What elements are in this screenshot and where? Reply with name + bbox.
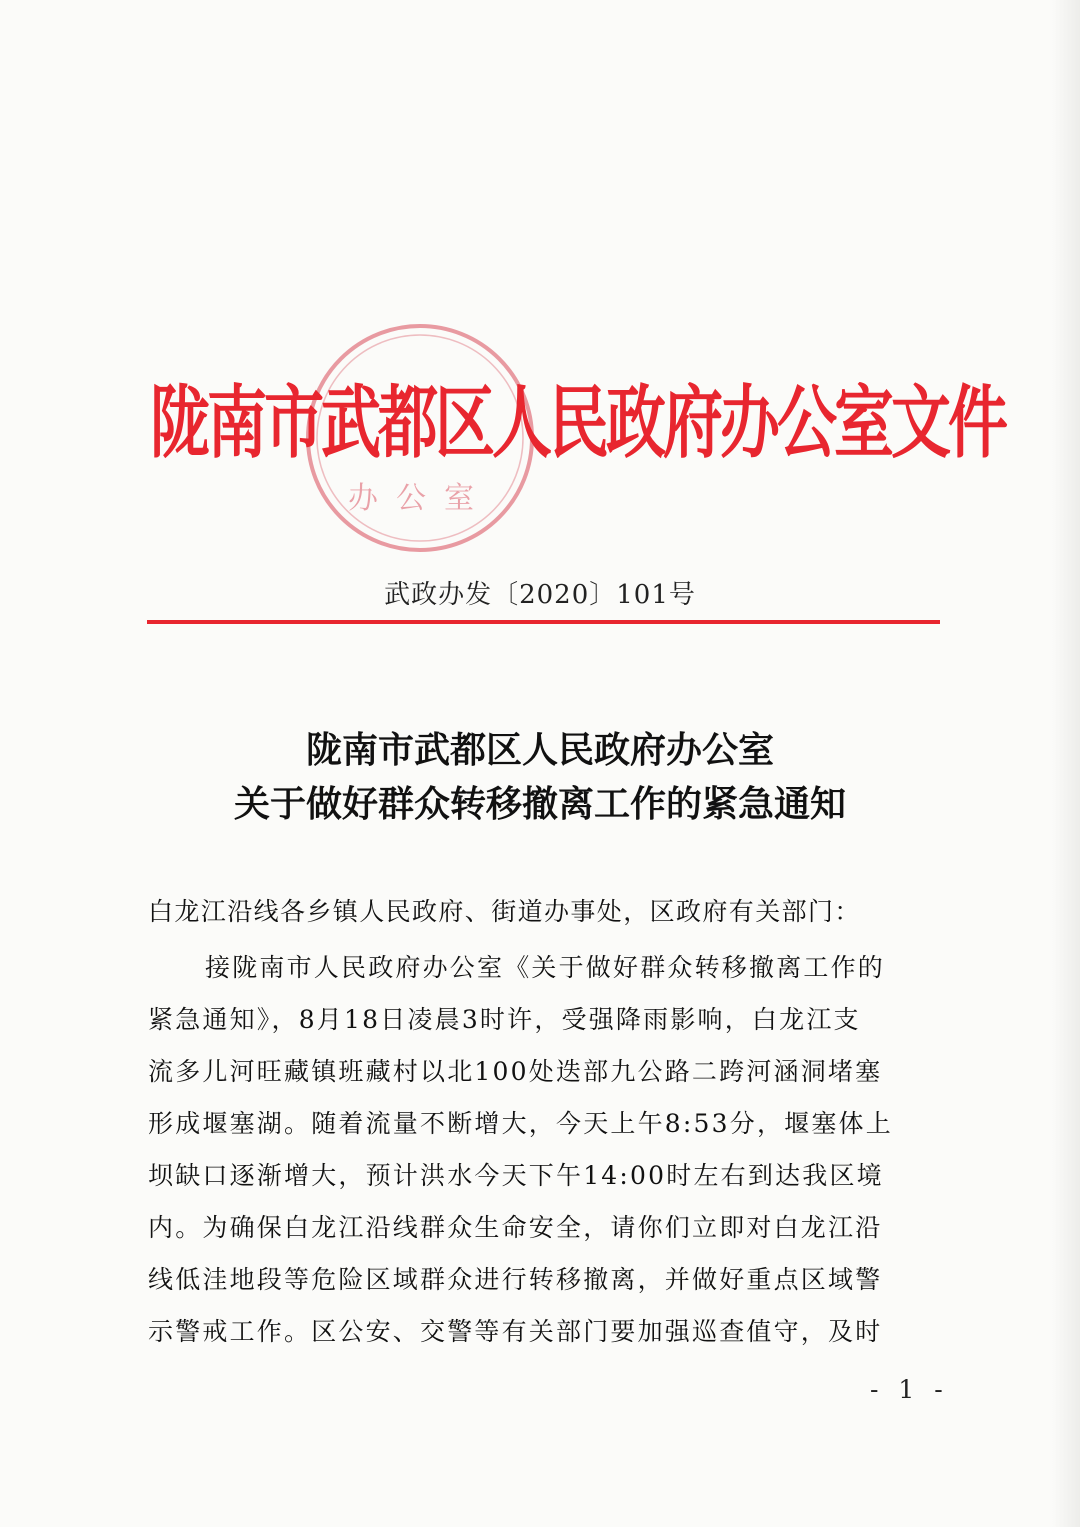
salutation: 白龙江沿线各乡镇人民政府、街道办事处，区政府有关部门： — [148, 897, 861, 926]
document-title-line-1: 陇南市武都区人民政府办公室 — [305, 729, 774, 771]
body-line: 线低洼地段等危险区域群众进行转移撤离，并做好重点区域警 — [148, 1265, 883, 1294]
body-line: 紧急通知》，8月18日凌晨3时许，受强降雨影响，白龙江支 — [148, 1005, 861, 1034]
body-line: 流多儿河旺藏镇班藏村以北100处迭部九公路二跨河涵洞堵塞 — [148, 1057, 883, 1086]
body-line: 形成堰塞湖。随着流量不断增大，今天上午8:53分，堰塞体上 — [148, 1109, 893, 1138]
body-line: 接陇南市人民政府办公室《关于做好群众转移撤离工作的 — [205, 953, 886, 982]
page-number: - 1 - — [870, 1375, 949, 1404]
body-line: 内。为确保白龙江沿线群众生命安全，请你们立即对白龙江沿 — [148, 1213, 883, 1242]
svg-text:办公室: 办公室 — [348, 481, 492, 516]
red-divider-line — [147, 620, 940, 624]
document-title-line-2: 关于做好群众转移撤离工作的紧急通知 — [233, 783, 846, 825]
body-line: 示警戒工作。区公安、交警等有关部门要加强巡查值守，及时 — [148, 1317, 883, 1346]
body-line: 坝缺口逐渐增大，预计洪水今天下午14:00时左右到达我区境 — [148, 1161, 884, 1190]
document-masthead: 陇南市武都区人民政府办公室文件 — [150, 377, 1005, 470]
document-number: 武政办发〔2020〕101号 — [384, 580, 696, 610]
